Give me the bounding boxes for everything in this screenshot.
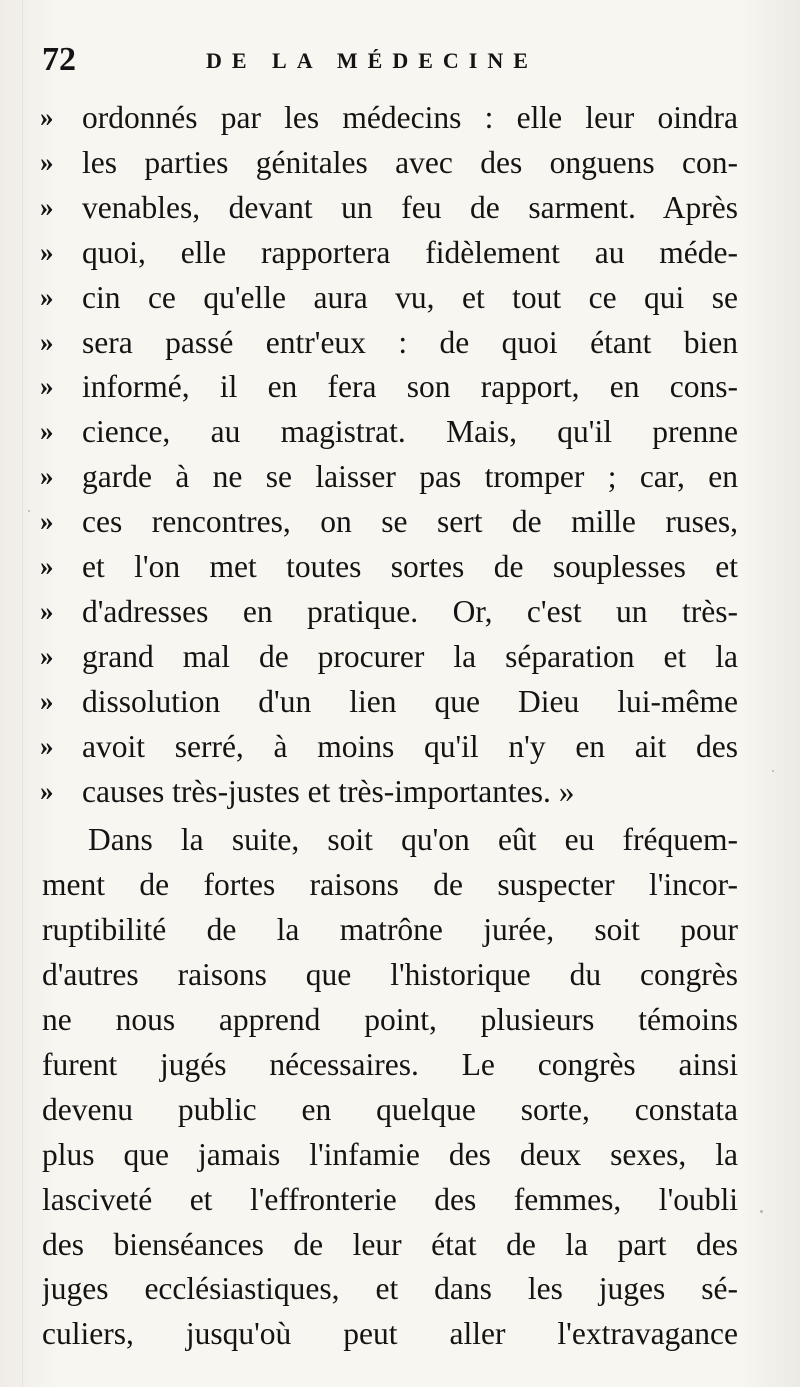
quote-mark: » bbox=[40, 551, 54, 581]
quoted-line-text: cience, au magistrat. Mais, qu'il prenne bbox=[82, 414, 738, 450]
quote-mark: » bbox=[40, 416, 54, 447]
quote-mark: » bbox=[40, 371, 54, 402]
paragraph-line-text: des bienséances de leur état de la part des bbox=[42, 1226, 738, 1262]
quoted-line-text: et l'on met toutes sortes de souplesses et bbox=[82, 549, 738, 584]
page-number: 72 bbox=[42, 41, 76, 78]
quoted-line bbox=[0, 320, 800, 365]
quote-mark: » bbox=[40, 730, 54, 761]
quoted-line-text: garde à ne se laisser pas tromper ; car, en bbox=[82, 459, 738, 495]
paragraph-line bbox=[0, 817, 800, 862]
paragraph-line bbox=[0, 907, 800, 952]
quoted-line bbox=[0, 185, 800, 230]
quoted-line-text: cin ce qu'elle aura vu, et tout ce qui se bbox=[82, 279, 738, 315]
paper-speck bbox=[772, 770, 774, 772]
paper-speck bbox=[28, 510, 30, 512]
paragraph-line bbox=[0, 1177, 800, 1222]
quote-mark: » bbox=[40, 775, 54, 806]
paper-speck bbox=[760, 1210, 763, 1213]
paragraph-line bbox=[0, 862, 800, 907]
quoted-line bbox=[0, 634, 800, 679]
paragraph-line bbox=[0, 1222, 800, 1267]
quote-mark: » bbox=[40, 595, 54, 626]
quoted-line bbox=[0, 95, 800, 140]
paragraph-line bbox=[0, 1311, 800, 1356]
paragraph-line-text: furent jugés nécessaires. Le congrès ainsi bbox=[42, 1046, 738, 1082]
running-head: DE LA MÉDECINE bbox=[206, 48, 538, 73]
quote-mark: » bbox=[40, 102, 54, 132]
quote-mark: » bbox=[40, 326, 54, 357]
paragraph-line-text: lasciveté et l'effronterie des femmes, l'oubli bbox=[42, 1181, 738, 1217]
quoted-line bbox=[0, 589, 800, 634]
quoted-line bbox=[0, 364, 800, 409]
quoted-line bbox=[0, 724, 800, 769]
paragraph-line-text: ment de fortes raisons de suspecter l'incor- bbox=[42, 867, 738, 903]
paragraph-line-text: d'autres raisons que l'historique du congrès bbox=[42, 957, 738, 993]
quoted-line-text: dissolution d'un lien que Dieu lui-même bbox=[82, 683, 738, 719]
quoted-line-text: ces rencontres, on se sert de mille ruses, bbox=[82, 504, 738, 540]
paragraph-line bbox=[0, 1266, 800, 1311]
paragraph-line bbox=[0, 952, 800, 997]
paragraph-line-text: juges ecclésiastiques, et dans les juges sé- bbox=[42, 1271, 738, 1307]
quoted-line bbox=[0, 454, 800, 499]
quote-mark: » bbox=[40, 506, 54, 537]
quoted-line bbox=[0, 679, 800, 724]
quoted-line-text: informé, il en fera son rapport, en cons- bbox=[82, 369, 738, 405]
quoted-line-text: grand mal de procurer la séparation et la bbox=[82, 638, 738, 674]
quoted-line bbox=[0, 544, 800, 589]
quoted-line-text: avoit serré, à moins qu'il n'y en ait des bbox=[82, 728, 738, 764]
quote-mark: » bbox=[40, 236, 54, 267]
paragraph-line-text: ruptibilité de la matrône jurée, soit pour bbox=[42, 912, 738, 948]
quoted-line-text: venables, devant un feu de sarment. Après bbox=[82, 189, 738, 225]
quote-mark: » bbox=[40, 640, 54, 671]
paragraph-line-text: culiers, jusqu'où peut aller l'extravagance bbox=[42, 1316, 738, 1352]
paragraph-line bbox=[0, 1132, 800, 1177]
quote-mark: » bbox=[40, 461, 54, 492]
quoted-line bbox=[0, 409, 800, 454]
quote-mark: » bbox=[40, 191, 54, 222]
paragraph-line bbox=[0, 1087, 800, 1132]
quoted-line-text: d'adresses en pratique. Or, c'est un très- bbox=[82, 593, 738, 629]
quote-mark: » bbox=[40, 281, 54, 312]
paragraph-line-text: devenu public en quelque sorte, constata bbox=[42, 1091, 738, 1127]
paragraph-line-text: Dans la suite, soit qu'on eût eu fréquem- bbox=[88, 822, 738, 858]
quoted-line-text: ordonnés par les médecins : elle leur oindra bbox=[82, 100, 738, 135]
quoted-line-text: causes très-justes et très-importantes. » bbox=[82, 773, 575, 809]
paragraph-line-text: plus que jamais l'infamie des deux sexes, la bbox=[42, 1136, 738, 1172]
quote-mark: » bbox=[40, 685, 54, 716]
quoted-line bbox=[0, 275, 800, 320]
page-header bbox=[0, 38, 800, 82]
quoted-line bbox=[0, 140, 800, 185]
paragraph-line-text: ne nous apprend point, plusieurs témoins bbox=[42, 1002, 738, 1037]
quote-mark: » bbox=[40, 146, 54, 177]
quoted-line-text: les parties génitales avec des onguens con- bbox=[82, 144, 738, 180]
quoted-line bbox=[0, 499, 800, 544]
quoted-line bbox=[0, 230, 800, 275]
paragraph-line bbox=[0, 1042, 800, 1087]
paragraph-line bbox=[0, 997, 800, 1042]
quoted-line-text: quoi, elle rapportera fidèlement au méde- bbox=[82, 234, 738, 270]
quoted-line bbox=[0, 769, 800, 814]
quoted-line-text: sera passé entr'eux : de quoi étant bien bbox=[82, 324, 738, 360]
